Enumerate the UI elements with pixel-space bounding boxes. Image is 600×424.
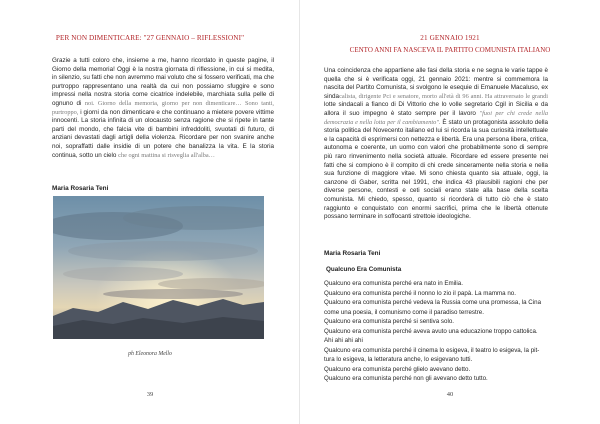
right-page-number: 40	[446, 391, 454, 398]
poem-line: tura lo esigeva, la letteratura anche, lo esigevano tutti.	[324, 356, 473, 363]
left-author: Maria Rosaria Teni	[52, 185, 109, 192]
left-paragraph-1: Grazie a tutti coloro che, insieme a me, hanno ricordato in queste pagine, il Giorno della memoria! Oggi è la nostra giornata di riflessione, in cui si medita, in silenzio, su fatti che non avremmo mai voluto che si fossero verificati, ma che purtroppo rappresentano una realtà da cui non possiamo sfuggire e sono impressi nella nostra storia come cicatrice indelebile, marchiata sulla pelle di ognuno di	[52, 57, 274, 107]
left-page-header: PER NON DIMENTICARE: "27 GENNAIO – RIFLESSIONI"	[55, 34, 245, 42]
right-paragraph	[324, 67, 548, 222]
poem-line: Qualcuno era comunista perché aveva avuto una educazione troppo cattolica.	[324, 327, 538, 335]
poem-line: Qualcuno era comunista perché il cinema lo esigeva, il teatro lo esigeva, la pit-	[324, 346, 540, 354]
poem-line: Qualcuno era comunista perché il nonno lo zio il papà. La mamma no.	[324, 289, 516, 297]
poem-line: Qualcuno era comunista perché era nato in Emilia.	[324, 280, 463, 287]
right-text-quote: "fuoi per chi crede nella democrazia e nella lotta per il cambiamento".	[324, 109, 549, 126]
poem-line: come una poesia, il comunismo come il paradiso terrestre.	[324, 308, 484, 316]
left-page-body	[52, 57, 274, 160]
poem-line: Ahi ahi ahi ahi	[324, 337, 363, 344]
poem-line: Qualcuno era comunista perché si sentiva solo.	[324, 318, 455, 325]
right-text-2: lotte sindacali a fianco di Di Vittorio che lo volle segretario Cgil in Sicilia e da allora il suo impegno è stato sempre per il lavoro	[324, 101, 548, 117]
right-text-3: È stato un protagonista assoluto della storia politica del Novecento italiano ed lui si ricorda la sua curiosità intellettuale e la capacità di esprimersi con nettezza e libertà. Era una persona libera, critica, autonoma e coerente, un uomo con valori che probabilmente sono di sempre più raro rinvenimento nella società attuale. Ricordare ed essere presente nei fatti che si compiono è il compito di chi crede sinceramente nella storia e nella sua funzione di maggiore vitae. Mi sono chiesta quanto sia attuale, oggi, la canzone di Gaber, scritta nel 1991, che indica 43 plausibili ragioni che per diverse persone, contesti e ceti sociali erano state alla base della scelta comunista. Mi chiedo, spesso, quanto si ricorderà di tutto ciò che è stato raggiunto e conquistato con enormi sacrifici, prima che le libertà ottenute possano terminare in soffocanti strettoie ideologiche.	[324, 118, 548, 221]
left-paragraph	[52, 57, 274, 160]
right-page-date: 21 GENNAIO 1921	[420, 34, 480, 42]
right-page-title: CENTO ANNI FA NASCEVA IL PARTITO COMUNISTA ITALIANO	[349, 46, 551, 54]
poem	[324, 279, 548, 384]
left-paragraph-2-muted: che ogni mattina si risveglia all'alba…	[118, 151, 215, 159]
poem-line: Qualcuno era comunista perché vedeva la Russia come una promessa, la Cina	[324, 299, 542, 306]
poem-title: Qualcuno Era Comunista	[326, 266, 402, 273]
left-paragraph-2: i giorni da non dimenticare e che continuano a mietere povere vittime innocenti. La storia infinita di un olocausto senza ragione che si ripete in tante parti del mondo, che falcia vite di bambini infreddoliti, svuotati di futuro, di anziani devastati dagli artigli della violenza. Ricordare per non svanire anche noi, sopraffatti dalle insidie di un potere che banalizza la vita. E la storia continua, sotto un cielo	[52, 108, 274, 159]
left-paragraph-1-muted: noi. Giorno della memoria, giorno per non dimenticare… Sono tanti, purtroppo,	[52, 99, 274, 116]
sunset-photo	[53, 196, 264, 339]
left-page-number: 39	[146, 391, 154, 398]
photo-caption: ph Eleonora Mello	[128, 351, 172, 357]
poem-line: Qualcuno era comunista perché glielo avevano detto.	[324, 365, 471, 373]
right-page-body	[324, 67, 548, 222]
right-text-1-muted: calista, dirigente Pci e senatore, morto all'età di 96 anni. Ha attraversato le grandi	[339, 92, 548, 100]
photo-graphic	[53, 196, 264, 339]
right-author: Maria Rosaria Teni	[324, 250, 381, 257]
right-text-1: Una coincidenza che appartiene alle fasi della storia e ne segna le varie tappe è quella che si è verificata oggi, 21 gennaio 2021: mentre si commemora la nascita del Partito Comunista, si svolgono le esequie di Emanuele Macaluso, ex sinda	[324, 67, 548, 100]
poem-line: Qualcuno era comunista perché non gli avevano detto tutto.	[324, 375, 488, 382]
